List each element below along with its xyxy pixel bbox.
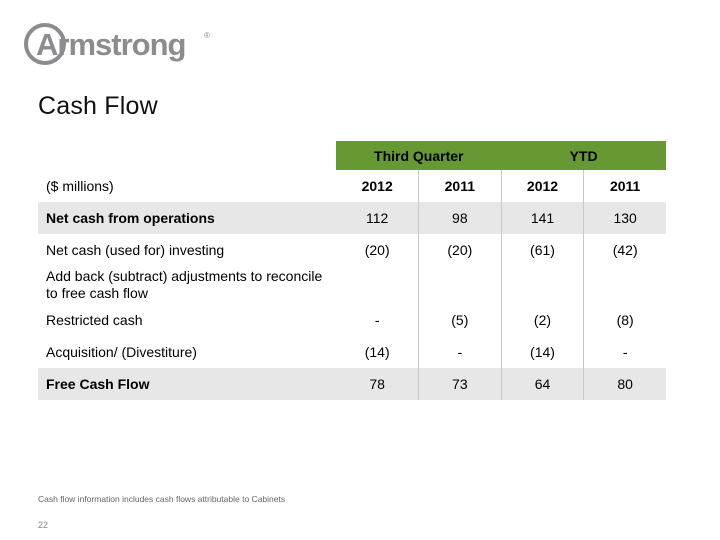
year-ytd-2011: 2011 — [584, 170, 666, 202]
armstrong-logo — [24, 22, 214, 66]
table-row — [38, 202, 666, 234]
cell-value — [501, 266, 584, 304]
header-ytd: YTD — [501, 141, 666, 170]
row-label: Restricted cash — [46, 312, 143, 328]
cell-value: 112 — [336, 202, 418, 234]
cell-value: (5) — [419, 304, 502, 336]
cell-value: (42) — [584, 234, 666, 266]
group-header-row — [38, 141, 666, 170]
cell-value — [336, 266, 418, 304]
cell-value: - — [374, 312, 380, 328]
cash-flow-table — [38, 141, 666, 400]
year-header-row — [38, 170, 666, 202]
cell-value: - — [419, 336, 502, 368]
table-row — [38, 234, 666, 266]
unit-label: ($ millions) — [46, 178, 114, 194]
armstrong-logo-mark — [24, 22, 214, 66]
page-title: Cash Flow — [38, 92, 158, 120]
table-row — [38, 304, 666, 336]
row-label: Add back (subtract) adjustments to reconcile to free cash flow — [46, 268, 323, 301]
year-q3-2011: 2011 — [419, 170, 502, 202]
header-spacer — [38, 141, 336, 170]
cell-value: 73 — [419, 368, 502, 400]
cell-value: - — [584, 336, 666, 368]
cell-value — [419, 266, 502, 304]
year-ytd-2012: 2012 — [501, 170, 584, 202]
cell-value: (2) — [501, 304, 584, 336]
cell-value: 78 — [336, 368, 418, 400]
row-label: Acquisition/ (Divestiture) — [46, 344, 197, 360]
cell-value: (14) — [501, 336, 584, 368]
cell-value — [584, 266, 666, 304]
year-q3-2012: 2012 — [361, 178, 393, 194]
cell-value: (61) — [501, 234, 584, 266]
cell-value: 80 — [584, 368, 666, 400]
cell-value: 98 — [419, 202, 502, 234]
cell-value: (20) — [364, 242, 390, 258]
row-label: Net cash from operations — [38, 202, 336, 234]
cell-value: (20) — [419, 234, 502, 266]
row-label: Free Cash Flow — [38, 368, 336, 400]
cell-value: 64 — [501, 368, 584, 400]
table-row — [38, 266, 666, 304]
row-label: Net cash (used for) investing — [46, 242, 225, 258]
cell-value: 130 — [584, 202, 666, 234]
cell-value: (8) — [584, 304, 666, 336]
page-number: 22 — [38, 520, 49, 530]
cell-value: (14) — [364, 344, 390, 360]
table-row — [38, 336, 666, 368]
table-row — [38, 368, 666, 400]
brand-name: Armstrong — [36, 27, 186, 62]
cell-value: 141 — [501, 202, 584, 234]
svg-text:®: ® — [204, 31, 210, 40]
header-third-quarter: Third Quarter — [336, 141, 501, 170]
footnote: Cash flow information includes cash flows attributable to Cabinets — [38, 494, 286, 504]
